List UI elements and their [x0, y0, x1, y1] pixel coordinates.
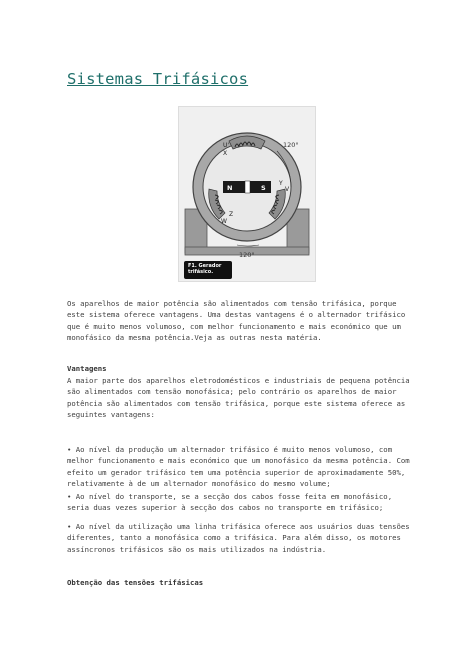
generator-figure [178, 106, 316, 282]
page-title: Sistemas Trifásicos [67, 70, 249, 88]
angle-label-top: 120° [283, 141, 299, 149]
vantagens-heading: Vantagens [67, 364, 107, 373]
terminal-label-u: U' [223, 142, 230, 149]
bullet-usage: • Ao nível da utilização uma linha trifásica oferece aos usuários duas tensões diferentes, tanto a monofásica como a trifásica. Para além disso, os motores assíncronos trifásicos são os mais utilizados na indústria. [67, 522, 410, 554]
rotor-shaft [245, 181, 250, 193]
figure-caption-line1: F1. Gerador [188, 263, 222, 269]
three-phase-generator-diagram [179, 107, 315, 281]
terminal-label-x: X [223, 150, 228, 157]
terminal-label-v: V [285, 186, 290, 193]
figure-caption [184, 261, 232, 279]
rotor-north-label: N [227, 184, 233, 192]
rotor-south-label: S [261, 184, 266, 192]
vantagens-paragraph: A maior parte dos aparelhos eletrodomésticos e industriais de pequena potência são alimentados com tensão monofásica; pelo contrário os aparelhos de maior potência são alimentados com tensão trifásica, porque este sistema oferece as seguintes vantagens: [67, 376, 410, 420]
angle-label-bottom: 120° [239, 251, 255, 259]
angle-arc-bottom [237, 245, 259, 246]
figure-caption-line2: trifásico. [188, 269, 214, 275]
terminal-label-w: W [221, 218, 227, 225]
bullet-production: • Ao nível da produção um alternador trifásico é muito menos volumoso, com melhor funcionamento e mais económico que um monofásico da mesma potência. Com efeito um gerador trifásico tem uma potência superior de aproximadamente 50%, relativamente à de um alternador monofásico do mesmo volume; [67, 445, 410, 489]
terminal-label-y: Y [279, 180, 283, 187]
bullet-transport: • Ao nível do transporte, se a secção dos cabos fosse feita em monofásico, seria duas vezes superior à secção dos cabos no transporte em trifásico; [67, 492, 393, 513]
terminal-label-z: Z [229, 211, 234, 218]
intro-paragraph: Os aparelhos de maior potência são alimentados com tensão trifásica, porque este sistema oferece vantagens. Uma destas vantagens é o alternador trifásico que é muito menos volumoso, com melhor funcionamento e mais económico que um monofásico da mesma potência.Veja as outras nesta matéria. [67, 299, 406, 343]
obtencao-heading: Obtenção das tensões trifásicas [67, 578, 204, 587]
